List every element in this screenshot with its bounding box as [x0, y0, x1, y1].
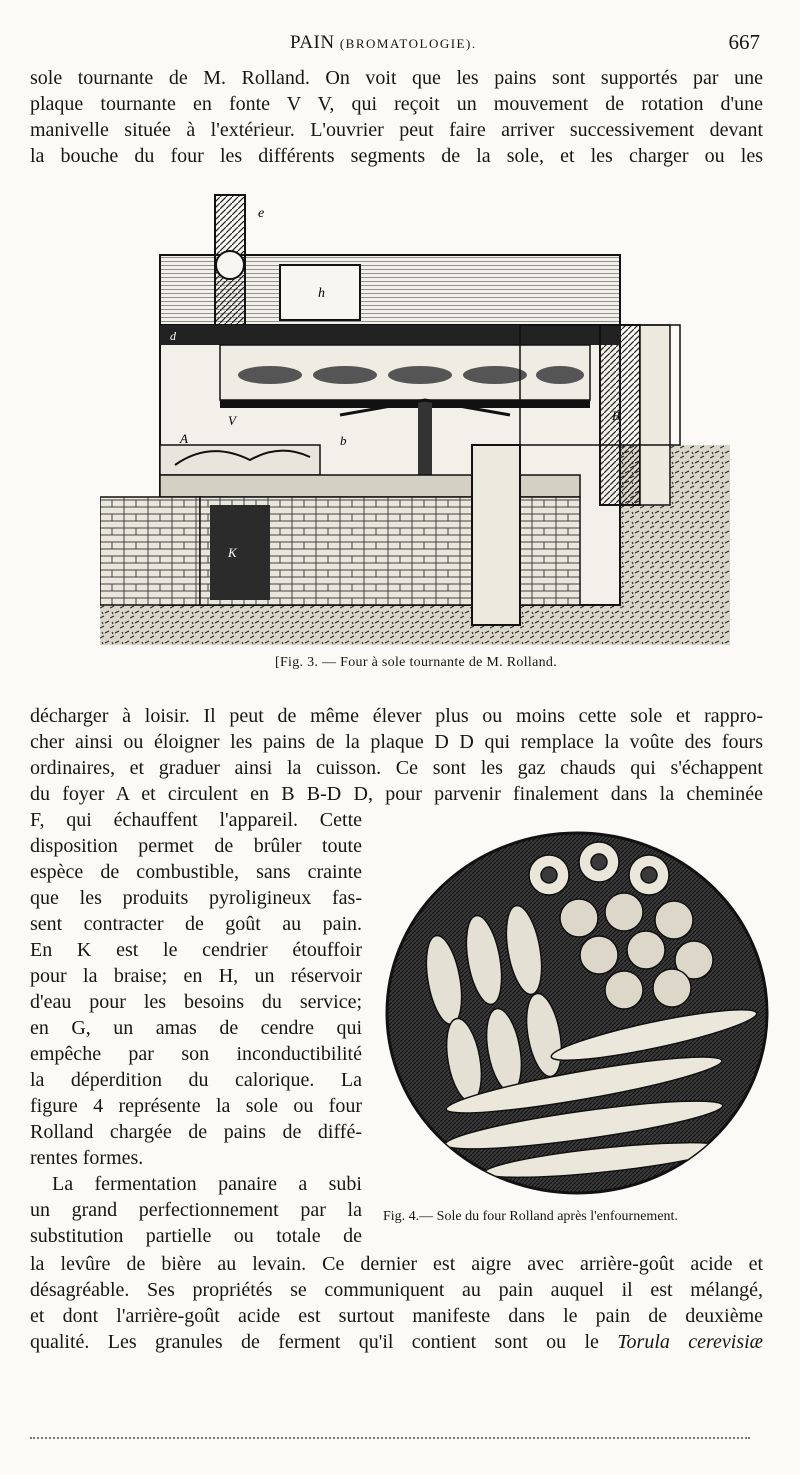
- text-line: et dont l'arrière-goût acide est surtout manifeste dans le pain de deuxième: [30, 1305, 763, 1327]
- text-line: cher ainsi ou éloigner les pains de la plaque D D qui remplace la voûte des fours: [30, 731, 763, 753]
- svg-text:B: B: [612, 408, 620, 423]
- text-line: Rolland chargée de pains de diffé-: [30, 1121, 362, 1143]
- text-line: sole tournante de M. Rolland. On voit que les pains sont supportés par une: [30, 67, 763, 89]
- text-line: manivelle située à l'extérieur. L'ouvrier peut faire arriver successivement devant: [30, 119, 763, 141]
- text-line: la bouche du four les différents segments de la sole, et les charger ou les: [30, 145, 763, 167]
- page-number: 667: [728, 30, 760, 54]
- text-line: décharger à loisir. Il peut de même élever plus ou moins cette sole et rappro-: [30, 705, 763, 727]
- text-line: plaque tournante en fonte V V, qui reçoit un mouvement de rotation d'une: [30, 93, 763, 115]
- running-title: [290, 32, 477, 54]
- text-line: [30, 1329, 763, 1355]
- figure-3-caption: [Fig. 3. — Four à sole tournante de M. Rolland.: [275, 655, 558, 670]
- svg-text:K: K: [228, 545, 237, 560]
- header-subtitle: (BROMATOLOGIE).: [339, 36, 477, 51]
- text-line: La fermentation panaire a subi: [52, 1173, 362, 1195]
- text-line: en G, un amas de cendre qui: [30, 1017, 362, 1039]
- last-line-text: qualité. Les granules de ferment qu'il contient sont ou le: [30, 1331, 599, 1353]
- text-line: empêche par son inconductibilité: [30, 1043, 362, 1065]
- text-line: figure 4 représente la sole ou four: [30, 1095, 362, 1117]
- text-line: du foyer A et circulent en B B-D D, pour parvenir finalement dans la cheminée: [30, 783, 763, 805]
- text-line: rentes formes.: [30, 1147, 144, 1169]
- text-line: substitution partielle ou totale de: [30, 1225, 362, 1247]
- text-line: disposition permet de brûler toute: [30, 835, 362, 857]
- svg-text:e: e: [258, 206, 265, 221]
- svg-text:b: b: [340, 433, 347, 448]
- svg-text:A: A: [180, 431, 188, 446]
- header-title: PAIN: [290, 32, 335, 53]
- running-header: [0, 30, 800, 60]
- left-column-text: [30, 807, 362, 1249]
- text-line: sent contracter de goût au pain.: [30, 913, 362, 935]
- text-line: pour la braise; en H, un réservoir: [30, 965, 362, 987]
- figure-4-sole-illustration: [384, 830, 770, 1196]
- text-line: la déperdition du calorique. La: [30, 1069, 362, 1091]
- italic-term: Torula cerevisiæ: [617, 1331, 763, 1353]
- bottom-rule: [30, 1437, 750, 1439]
- middle-paragraph: [30, 703, 763, 807]
- text-line: En K est le cendrier étouffoir: [30, 939, 362, 961]
- text-line: F, qui échauffent l'appareil. Cette: [30, 809, 362, 831]
- svg-text:h: h: [318, 286, 325, 301]
- text-line: désagréable. Ses propriétés se communiquent au pain auquel il est mélangé,: [30, 1279, 763, 1301]
- text-line: ordinaires, et graduer ainsi la cuisson. Ce sont les gaz chauds qui s'échappent: [30, 757, 763, 779]
- text-line: que les produits pyroligineux fas-: [30, 887, 362, 909]
- text-line: un grand perfectionnement par la: [30, 1199, 362, 1221]
- top-paragraph: [30, 65, 763, 169]
- figure-4-caption: Fig. 4.— Sole du four Rolland après l'enfournement.: [383, 1209, 678, 1224]
- text-line: la levûre de bière au levain. Ce dernier est aigre avec arrière-goût acide et: [30, 1253, 763, 1275]
- bottom-paragraph: [30, 1251, 763, 1355]
- text-line: espèce de combustible, sans crainte: [30, 861, 362, 883]
- figure-3-oven-illustration: [100, 185, 730, 645]
- svg-text:V: V: [228, 413, 236, 428]
- svg-text:d: d: [170, 329, 176, 343]
- text-line: d'eau pour les besoins du service;: [30, 991, 362, 1013]
